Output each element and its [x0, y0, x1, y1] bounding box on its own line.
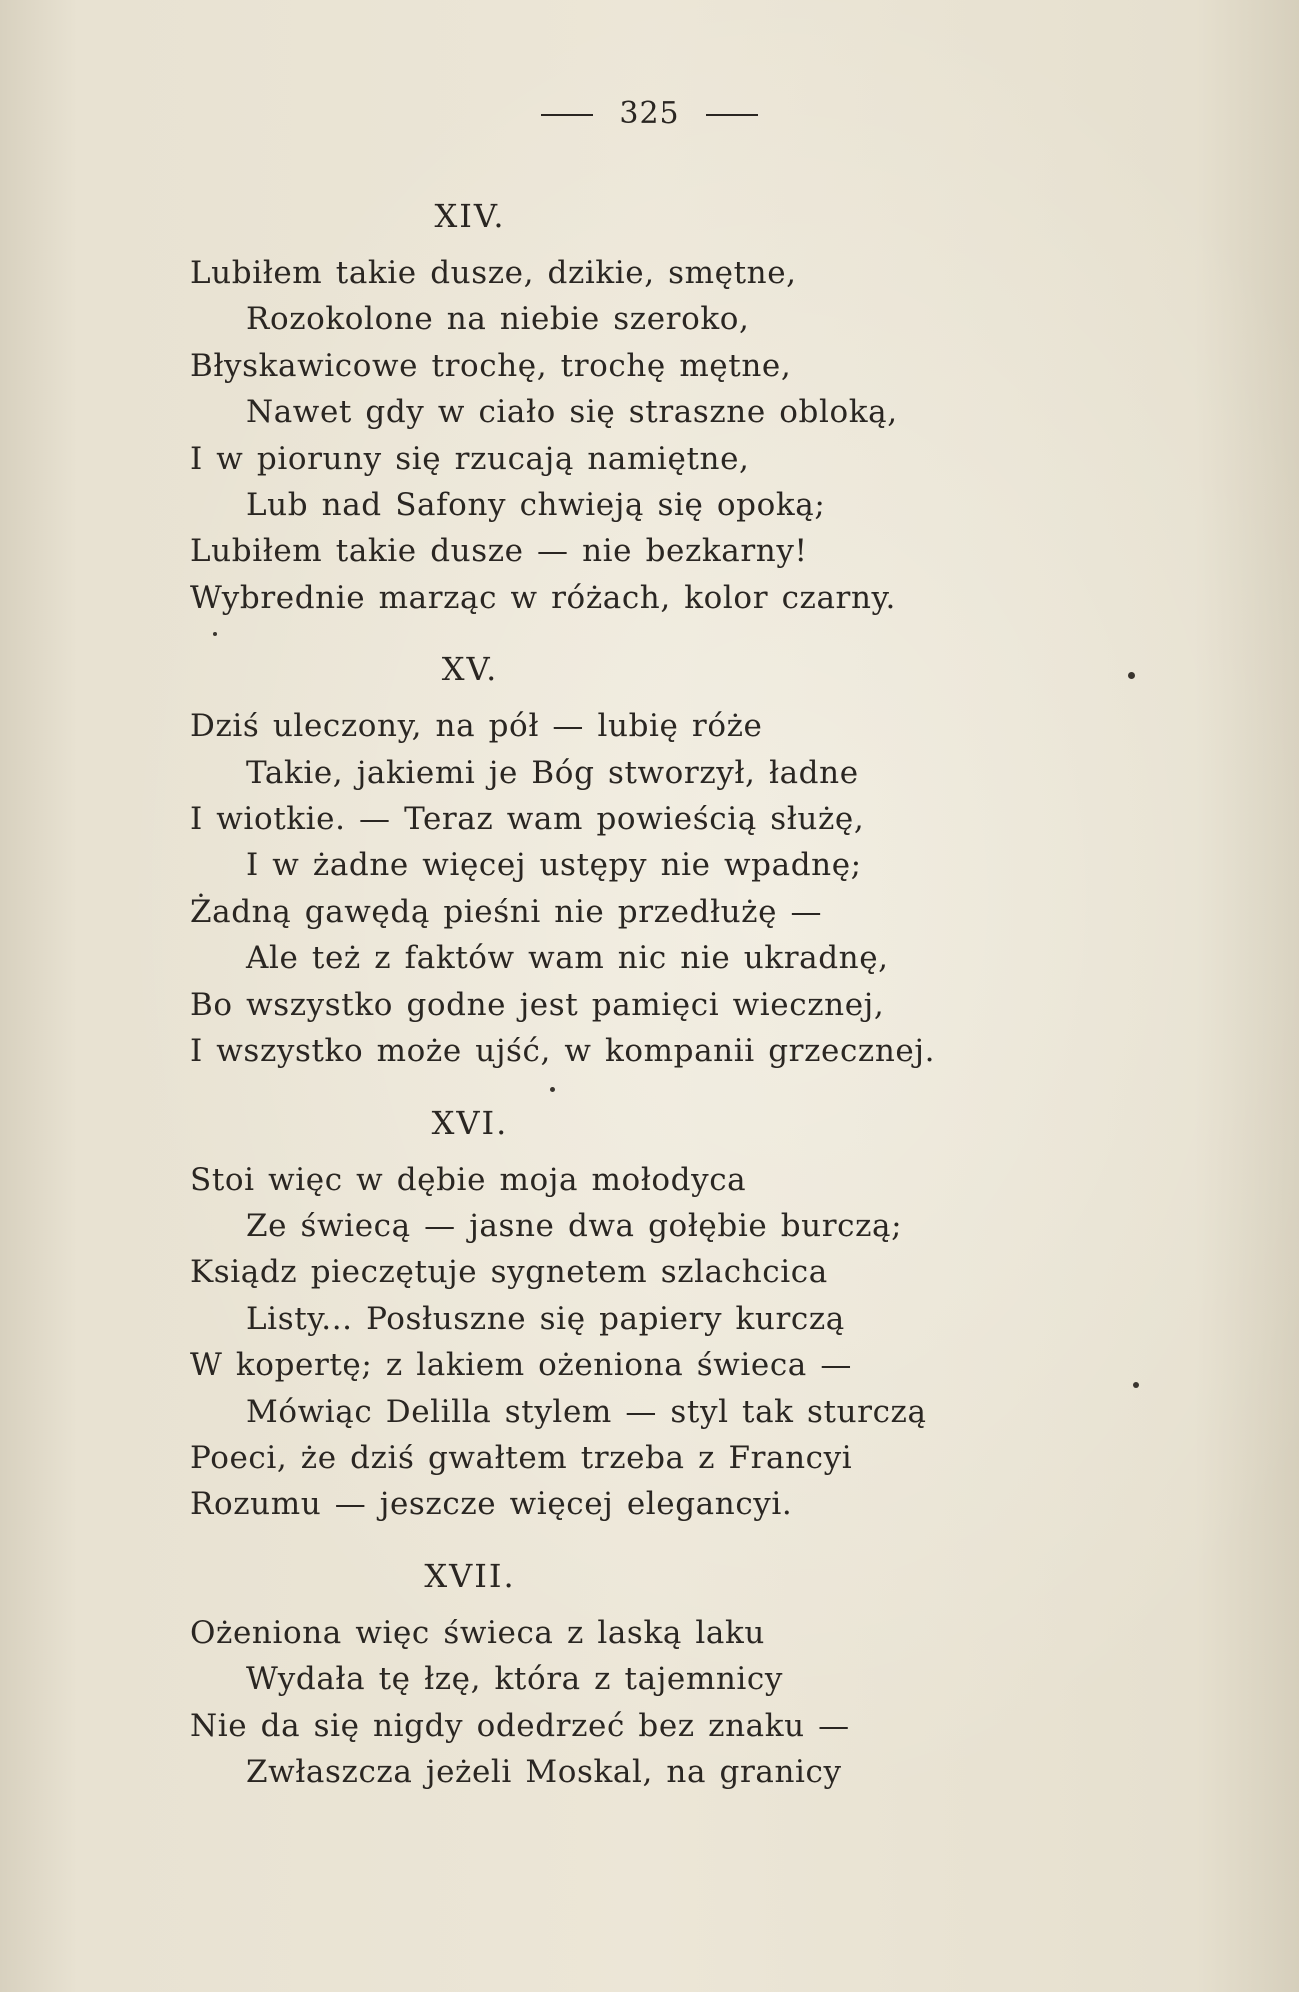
verse-line: Lubiłem takie dusze, dzikie, smętne, — [190, 255, 797, 291]
verse-line: Mówiąc Delilla stylem — styl tak sturczą — [246, 1393, 927, 1430]
stanza-gap — [190, 1075, 1090, 1103]
verse-line: I w żadne więcej ustępy nie wpadnę; — [246, 847, 862, 884]
header-dash-left — [541, 114, 593, 116]
stanza-gap — [190, 1528, 1090, 1556]
verse-line: Wybrednie marząc w różach, kolor czarny. — [190, 579, 896, 616]
verse-line: Lub nad Safony chwieją się opoką; — [246, 487, 826, 524]
stanza-xvii — [190, 1556, 1090, 1796]
stanza-number: XV. — [441, 650, 499, 689]
verse-line: Lubiłem takie dusze — nie bezkarny! — [190, 533, 808, 570]
verse-line: Wydała tę łzę, która z tajemnicy — [246, 1661, 783, 1698]
ink-speck — [550, 1087, 555, 1092]
verse-line: Rozokolone na niebie szeroko, — [246, 301, 750, 338]
verse-line: Nie da się nigdy odedrzeć bez znaku — — [190, 1707, 850, 1744]
verse-line: Ksiądz pieczętuje sygnetem szlachcica — [190, 1254, 828, 1291]
stanza-xv — [190, 649, 1090, 1074]
verse-line: Ożeniona więc świeca z laską laku — [190, 1614, 765, 1651]
poem-body — [190, 196, 1090, 1795]
page-number: 325 — [619, 96, 680, 131]
verse-line: Dziś uleczony, na pół — lubię róże — [190, 708, 763, 745]
header-dash-right — [706, 114, 758, 116]
ink-speck — [213, 632, 217, 636]
verse-line: Rozumu — jeszcze więcej elegancyi. — [190, 1486, 793, 1523]
stanza-gap — [190, 621, 1090, 649]
verse-line: Listy... Posłuszne się papiery kurczą — [246, 1300, 845, 1337]
verse-line: Żadną gawędą pieśni nie przedłużę — — [190, 893, 823, 930]
stanza-number: XIV. — [434, 197, 506, 235]
verse-line: Zwłaszcza jeżeli Moskal, na granicy — [246, 1753, 842, 1790]
stanza-number: XVII. — [424, 1556, 516, 1595]
verse-line: I w pioruny się rzucają namiętne, — [190, 440, 750, 477]
ink-speck — [1128, 672, 1135, 679]
page-header — [0, 96, 1299, 131]
verse-line: Takie, jakiemi je Bóg stworzył, ładne — [246, 754, 859, 791]
verse-line: I wszystko może ujść, w kompanii grzecznej. — [190, 1033, 936, 1070]
verse-line: Ale też z faktów wam nic nie ukradnę, — [246, 940, 889, 977]
verse-line: Stoi więc w dębie moja mołodyca — [190, 1161, 747, 1198]
verse-line: Błyskawicowe trochę, trochę mętne, — [190, 347, 792, 384]
verse-line: I wiotkie. — Teraz wam powieścią służę, — [190, 801, 865, 838]
verse-line: Ze świecą — jasne dwa gołębie burczą; — [246, 1207, 903, 1244]
stanza-number: XVI. — [431, 1103, 509, 1142]
stanza-xvi — [190, 1103, 1090, 1528]
verse-line: Bo wszystko godne jest pamięci wiecznej, — [190, 986, 885, 1023]
verse-line: Poeci, że dziś gwałtem trzeba z Francyi — [190, 1439, 853, 1476]
ink-speck — [1133, 1382, 1139, 1388]
verse-line: Nawet gdy w ciało się straszne obloką, — [246, 394, 898, 431]
verse-line: W kopertę; z lakiem ożeniona świeca — — [190, 1347, 852, 1384]
stanza-xiv — [190, 196, 1090, 621]
